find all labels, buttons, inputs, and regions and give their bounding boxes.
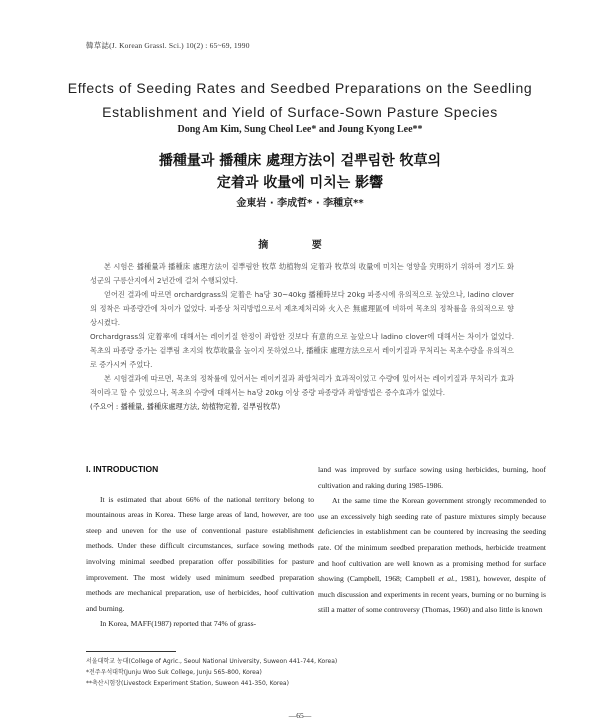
journal-reference: 韓草誌(J. Korean Grassl. Sci.) 10(2) : 65~69, 1990 [86,41,250,50]
abstract-paragraph-1: 본 시험은 播種量과 播種床 處理方法이 겉뿌림한 牧草 幼植物의 定着과 牧草의 收量에 미치는 영향을 究明하기 위하여 경기도 화성군의 구릉산지에서 2년간에 걸쳐 수행되었다. [90,262,514,285]
et-al-text: et al. [438,574,456,584]
footnotes [86,656,526,689]
right-column [318,462,546,618]
korean-title [60,150,540,194]
abstract-paragraph-3: Orchardgrass의 定着率에 대해서는 레이키질 한정이 좌합한 것보다 有意的으로 높았으나 ladino clover에 대해서는 차이가 없었다. 목초의 파종량 증가는 겉뿌림 초지의 牧草收量을 높이지 못하였으나, 播種床 處理方法으로서 레이키질과 무처리는 목초수량을 유의적으로 증가시켜 주었다. [90,332,514,369]
intro-paragraph-2: In Korea, MAFF(1987) reported that 74% of grass- [100,619,257,629]
abstract-paragraph-2: 얻어진 결과에 따르면 orchardgrass의 定着은 ha당 30~40kg 播種時보다 20kg 파종시에 유의적으로 높았으나, ladino clover의 정착은 파종량간에 차이가 없었다. 파종상 처리방법으로서 제초제처리와 火入은 無處理區에 비하여 목초의 정착률을 유의적으로 향상시켰다. [90,290,514,327]
abstract-heading: 摘 要 [258,240,342,251]
korean-authors: 金東岩 · 李成哲* · 李種京** [236,198,364,209]
intro-paragraph-3 [318,493,546,618]
korean-title-line-1: 播種量과 播種床 處理方法이 겉뿌림한 牧草의 [158,153,442,169]
footnote-affiliation-1: 서울대학교 농대(College of Agric., Seoul National University, Suweon 441-744, Korea) [86,658,338,665]
left-column [86,462,314,632]
section-heading: I. INTRODUCTION [86,464,159,474]
abstract-paragraph-4: 본 시험결과에 따르면, 목초의 정착률에 있어서는 레이키질과 좌합처리가 효과적이었고 수량에 있어서는 레이키질과 무처리가 효과적이라고 할 수 있었으나, 목초의 수량에 대해서는 ha당 20kg 이상 증량 파종량과 좌합방법은 증수효과가 없었다. [90,374,514,397]
page-number: —65— [288,711,312,720]
english-authors: Dong Am Kim, Sung Cheol Lee* and Joung Kyong Lee** [177,124,423,135]
english-title: Effects of Seeding Rates and Seedbed Preparations on the Seedling Establishment and Yield of Surface-Sown Pasture Species [67,80,533,120]
intro-paragraph-2-continued: land was improved by surface sowing using herbicides, burning, hoof cultivation and raking during 1985-1986. [318,465,546,490]
intro-paragraph-3-part-a: At the same time the Korean government strongly recommended to use an excessively high seeding rate of pasture mixtures simply because deficiencies in establishment can be countered by increasing the seeding rate. Of the minimum seedbed preparation methods, herbicide treatment and hoof cultivation are well known as a promising method for surface showing (Campbell, 1968; Campbell [318,496,546,584]
korean-title-line-2: 定着과 收量에 미치는 影響 [216,175,384,191]
footnote-divider [86,651,176,652]
intro-paragraph-1: It is estimated that about 66% of the national territory belong to mountainous areas in Korea. These large areas of land, however, are too steep and uneven for the use of conventional pasture establishment methods. Under these difficult circumstances, surface sowing methods involving minimal seedbed preparation offer possibilities for pasture improvement. The most widely used minimum seedbed preparation methods are mechanical preparation, use of herbicides, hoof cultivation and burning. [86,494,314,613]
intro-paragraph-3-part-b: , 1981), however, despite of much discussion and experiments in recent years, burning or no burning is still a matter of some controversy (Thomas, 1960) and also little is known [318,574,547,615]
footnote-affiliation-3: **축산시험장(Livestock Experiment Station, Suweon 441-350, Korea) [86,680,289,687]
footnote-affiliation-2: *전주우석대학(Junju Woo Suk College, Junju 565-800, Korea) [86,669,262,676]
keywords: (주요어 : 播種量, 播種床處理方法, 幼植物定着, 겉뿌림牧草) [90,402,281,411]
abstract-body [90,260,514,414]
